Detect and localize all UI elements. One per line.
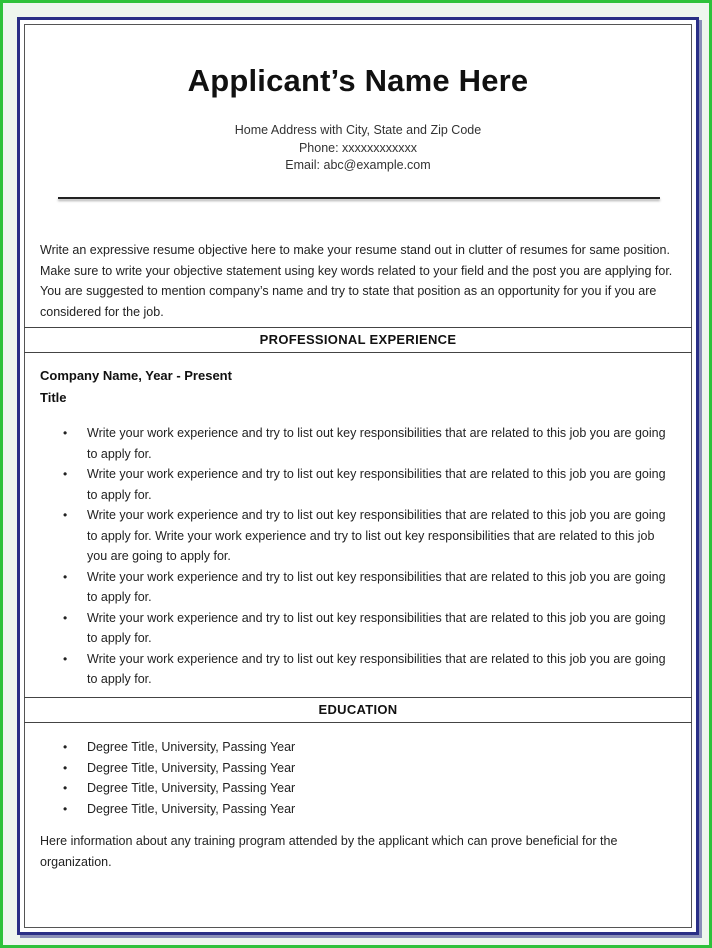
document-frame [17,17,699,935]
bullet-icon: • [63,651,68,666]
experience-list [40,423,672,690]
list-item [40,464,672,505]
list-item-text: Write your work experience and try to list out key responsibilities that are related to this job you are going to apply for. [87,569,666,604]
list-item-text: Degree Title, University, Passing Year [87,760,296,775]
resume-page [24,24,692,928]
list-item [40,799,672,820]
list-item [40,505,672,567]
home-address: Home Address with City, State and Zip Code [234,123,482,137]
bullet-icon: • [63,467,68,481]
header-divider [58,197,660,199]
list-item-text: Write your work experience and try to list out key responsibilities that are related to this job you are going to apply for. [87,651,666,686]
list-item-text: Write your work experience and try to list out key responsibilities that are related to this job you are going to apply for. [87,426,666,461]
company-line: Company Name, Year - Present [40,368,232,383]
training-paragraph: Here information about any training program attended by the applicant which can prove beneficial for the organization. [40,834,618,869]
list-item [40,758,672,779]
bullet-icon: • [63,781,68,795]
email: Email: abc@example.com [285,158,431,172]
bullet-icon: • [63,508,68,522]
list-item-text: Write your work experience and try to list out key responsibilities that are related to this job you are going to apply for. [87,610,666,645]
list-item-text: Degree Title, University, Passing Year [87,781,296,795]
bullet-icon: • [63,569,68,584]
bullet-icon: • [63,760,68,775]
list-item [40,737,672,758]
phone: Phone: xxxxxxxxxxxx [298,140,418,155]
job-title: Title [40,390,67,405]
bullet-icon: • [63,740,68,754]
list-item [40,778,672,799]
applicant-name: Applicant’s Name Here [187,63,529,98]
bullet-icon: • [63,426,68,440]
bullet-icon: • [63,801,68,816]
list-item-text: Write your work experience and try to list out key responsibilities that are related to this job you are going to apply for. [87,467,666,502]
education-list [40,737,672,819]
objective-paragraph: Write an expressive resume objective here to make your resume stand out in clutter of resumes for same position. Make sure to write your objective statement using key words related to your field and the post you are applying for. You are suggested to mention company’s name and try to state that position as an opportunity for you if you are considered for the job. [40,243,673,319]
list-item-text: Write your work experience and try to list out key responsibilities that are related to this job you are going to apply for. Write your work experience and try to list out key responsibilities that are related to this job you are going to apply for. [87,508,666,563]
list-item [40,567,672,608]
section-heading-education: EDUCATION [24,697,692,723]
bullet-icon: • [63,610,68,625]
contact-block [25,122,691,175]
list-item [40,608,672,649]
list-item-text: Degree Title, University, Passing Year [87,740,296,754]
list-item [40,423,672,464]
list-item-text: Degree Title, University, Passing Year [87,801,296,816]
section-heading-experience: PROFESSIONAL EXPERIENCE [24,327,692,353]
list-item [40,649,672,690]
